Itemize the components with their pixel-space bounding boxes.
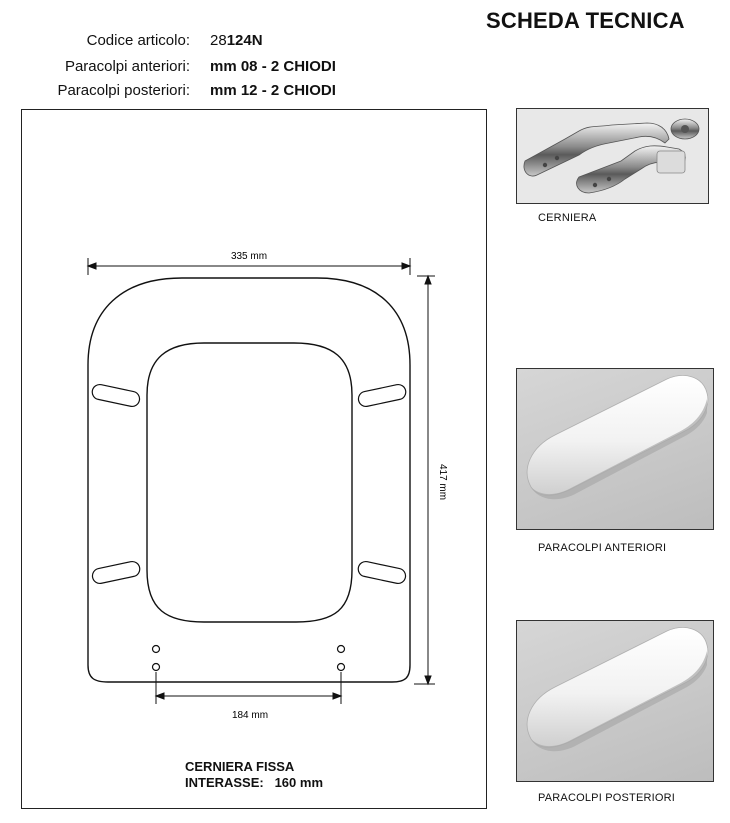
page-title: SCHEDA TECNICA [486,8,685,33]
hinge-note-line2 [185,775,323,791]
hinge-caption: CERNIERA [538,212,597,224]
height-dimension [414,276,435,684]
spec-label: Paracolpi anteriori: [64,58,190,75]
spec-value [210,58,336,76]
rear-bumper-photo [516,620,714,782]
hinge-note-label: INTERASSE: [185,775,264,790]
spec-value [210,32,263,50]
height-dimension-label: 417 mm [437,463,448,501]
hinge-hole [338,646,345,653]
hinge-hole [153,646,160,653]
seat-inner-opening [147,343,352,622]
hole-spacing-dimension [156,672,341,704]
hole-spacing-label: 184 mm [231,710,269,721]
bumper-slot [357,560,407,585]
width-dimension-label: 335 mm [230,251,268,262]
spec-row-rear-bumpers [0,82,480,100]
spec-value [210,82,336,100]
hinge-note-line1: CERNIERA FISSA [185,759,295,774]
front-bumper-photo [516,368,714,530]
spec-row-code [0,32,480,50]
hinge-photo [516,108,709,204]
spec-value-bold: mm 08 - 2 CHIODI [210,58,336,75]
spec-label: Paracolpi posteriori: [57,82,190,99]
spec-value-bold: mm 12 - 2 CHIODI [210,82,336,99]
hinge-note-value: 160 mm [274,775,323,790]
hinge-hole [338,664,345,671]
technical-drawing-frame [21,109,487,809]
toilet-seat-drawing [22,110,486,808]
hinge-hole [153,664,160,671]
bumper-slot [357,383,407,408]
bumper-slot [91,560,141,585]
front-bumper-caption: PARACOLPI ANTERIORI [538,542,667,554]
spec-row-front-bumpers [0,58,480,76]
spec-value-prefix: 28 [210,32,227,49]
hinge-note [185,759,323,791]
hinge-illustration [517,109,708,203]
spec-label: Codice articolo: [86,32,190,49]
rear-bumper-caption: PARACOLPI POSTERIORI [538,792,676,804]
bumper-illustration [517,369,713,529]
bumper-slot [91,383,141,408]
bumper-illustration [517,621,713,781]
spec-value-bold: 124N [226,32,263,49]
